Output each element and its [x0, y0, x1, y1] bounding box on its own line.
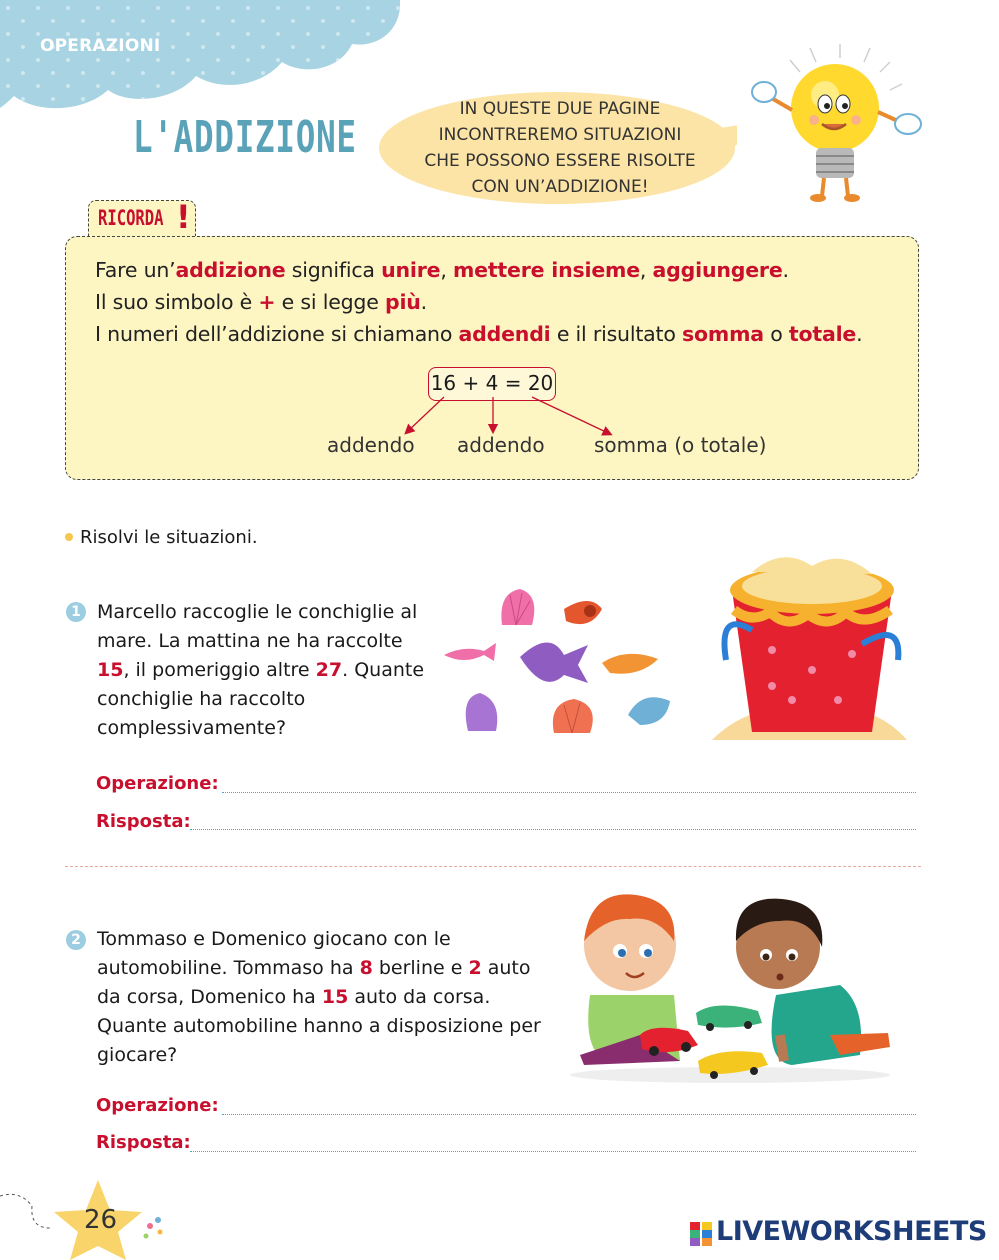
section-label: OPERAZIONI [40, 36, 161, 56]
problem-1-text: Marcello raccoglie le conchiglie al mare. La mattina ne ha raccolte 15, il pomeriggio altre 27. Quante conchiglie ha raccolto complessivamente? [97, 601, 425, 739]
speech-bubble-text [400, 96, 720, 200]
header-cloud [0, 0, 400, 120]
answer-label: Risposta: [96, 1132, 191, 1153]
instruction: Risolvi le situazioni. [80, 527, 258, 548]
rule-line-definition: Fare un’addizione significa unire, mettere insieme, aggiungere. [95, 258, 789, 282]
problem-number-badge: 2 [66, 930, 86, 950]
label-addendo-first: addendo [327, 433, 415, 457]
bullet-dot [65, 533, 73, 541]
seashells-illustration-icon [440, 585, 690, 745]
operation-label: Operazione: [96, 1095, 219, 1116]
response-answer-line[interactable] [190, 1151, 916, 1152]
section-divider [65, 866, 921, 867]
page-title: L'ADDIZIONE [133, 112, 357, 163]
speech-line: CON UN’ADDIZIONE! [471, 177, 649, 197]
operation-answer-line[interactable] [222, 792, 916, 793]
liveworksheets-logo-icon [690, 1220, 712, 1248]
ricorda-label: RICORDA [98, 206, 164, 230]
label-somma: somma (o totale) [594, 433, 767, 457]
problem-number-badge: 1 [66, 602, 86, 622]
operation-answer-line[interactable] [222, 1114, 916, 1115]
speech-line: CHE POSSONO ESSERE RISOLTE [424, 151, 696, 171]
answer-label: Risposta: [96, 811, 191, 832]
label-addendo-second: addendo [457, 433, 545, 457]
ricorda-exclamation: ! [176, 198, 191, 236]
liveworksheets-brand[interactable]: LIVEWORKSHEETS [716, 1216, 987, 1247]
problem-2-text: Tommaso e Domenico giocano con le automobiline. Tommaso ha 8 berline e 2 auto da corsa, Domenico ha 15 auto da corsa. Quante automobiline hanno a disposizione per giocare? [97, 928, 541, 1066]
example-equation: 16 + 4 = 20 [428, 367, 556, 401]
kids-playing-cars-illustration-icon [570, 885, 900, 1085]
lightbulb-mascot-icon [750, 40, 930, 210]
speech-line: INCONTREREMO SITUAZIONI [438, 125, 682, 145]
rule-line-symbol: Il suo simbolo è + e si legge più. [95, 290, 427, 314]
rule-line-terms: I numeri dell’addizione si chiamano addendi e il risultato somma o totale. [95, 322, 863, 346]
response-answer-line[interactable] [190, 829, 916, 830]
sand-bucket-illustration-icon [712, 550, 907, 745]
operation-label: Operazione: [96, 773, 219, 794]
page-number: 26 [84, 1205, 118, 1235]
speech-line: IN QUESTE DUE PAGINE [459, 99, 661, 119]
